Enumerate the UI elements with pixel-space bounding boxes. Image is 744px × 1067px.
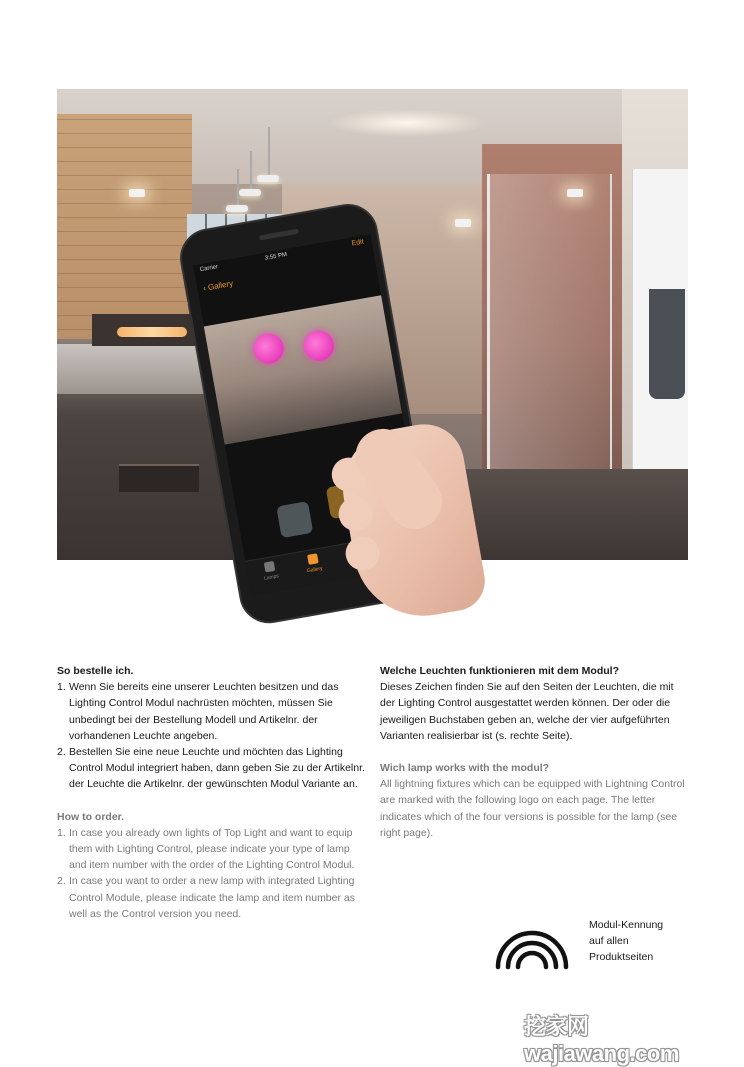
list-item xyxy=(57,825,367,874)
de-paragraph: Dieses Zeichen finden Sie auf den Seiten der Leuchten, die mit der Lighting Control ausgestattet werden können. Der oder die jeweiligen Buchstaben geben an, welche der vier aufgeführten Varianten realisierbar ist (s. rechte Seite). xyxy=(380,681,674,742)
de-question-heading: Welche Leuchten funktionieren mit dem Modul? xyxy=(380,665,619,677)
pendant-cord xyxy=(268,127,270,177)
status-time: 3:55 PM xyxy=(264,251,288,262)
list-item xyxy=(57,873,367,922)
status-bar xyxy=(193,234,373,279)
list-text: Bestellen Sie eine neue Leuchte und möchten das Lighting Control Modul integriert haben, dann geben Sie zu der Artikelnr. der Leuchte die Artikelnr. der gewünschten Modul Variante an. xyxy=(69,746,365,791)
order-instructions xyxy=(57,663,367,922)
list-number: 2. xyxy=(57,875,66,888)
wall-lamp xyxy=(567,189,583,197)
room-preview-image xyxy=(204,295,402,444)
spacer xyxy=(57,793,367,809)
pendant-lamp xyxy=(226,205,248,212)
tab-label: Gallery xyxy=(306,565,324,575)
caption-line: Modul-Kennung xyxy=(589,919,664,931)
de-order-list xyxy=(57,679,367,792)
list-number: 2. xyxy=(57,746,66,759)
back-to-gallery-button[interactable]: ‹ Gallery xyxy=(202,278,234,293)
back-label: Gallery xyxy=(207,278,234,293)
edit-button[interactable]: Edit xyxy=(351,238,365,248)
fireplace-flame xyxy=(117,327,187,337)
phone-speaker xyxy=(259,229,299,241)
list-item xyxy=(57,744,367,793)
pendant-cord xyxy=(250,151,252,191)
pendant-lamp xyxy=(239,189,261,196)
tab-gallery[interactable] xyxy=(297,552,330,576)
lamp-tile-grey[interactable] xyxy=(276,501,313,538)
compatibility-info xyxy=(380,663,690,841)
lamp-icon xyxy=(264,561,276,573)
caption-line: Produktseiten xyxy=(589,951,654,964)
list-number: 1. xyxy=(57,826,66,839)
list-number: 1. xyxy=(57,681,66,694)
tab-lamps[interactable] xyxy=(254,559,287,583)
en-question-heading: Wich lamp works with the modul? xyxy=(380,762,550,775)
en-heading: How to order. xyxy=(57,810,125,823)
carrier-label: Carrier xyxy=(199,264,219,274)
pink-light-marker[interactable] xyxy=(251,331,286,366)
tray xyxy=(119,464,199,492)
list-text: In case you already own lights of Top Light and want to equip them with Lighting Control, please indicate your type of lamp and item number with the order of the Lighting Control Modul. xyxy=(69,826,355,872)
list-text: Wenn Sie bereits eine unserer Leuchten besitzen und das Lighting Control Modul nachrüsten möchten, müssen Sie unbedingt bei der Bestellung Modell und Artikelnr. der vorhandenen Leuchte angeben. xyxy=(69,681,339,742)
list-item xyxy=(57,679,367,744)
en-paragraph: All lightning fixtures which can be equipped with Lightning Control are marked with the following logo on each page. The letter indicates which of the four versions is possible for the lamp (see right page). xyxy=(380,778,685,839)
wall-lamp xyxy=(455,219,471,227)
logo-caption xyxy=(589,917,663,966)
pendant-cord xyxy=(237,169,239,207)
spacer xyxy=(380,744,690,760)
pink-light-marker[interactable] xyxy=(302,328,337,363)
gallery-icon xyxy=(307,553,319,565)
site-watermark: 挖家网 wajiawang.com xyxy=(524,1014,679,1066)
towel xyxy=(649,289,685,399)
list-text: In case you want to order a new lamp with integrated Lighting Control Module, please indicate the lamp and item number as well as the Control version you need. xyxy=(69,875,355,920)
shower-glass xyxy=(487,174,612,474)
pendant-lamp xyxy=(257,175,279,182)
wall-lamp xyxy=(129,189,145,197)
ceiling-light-glow xyxy=(327,109,487,137)
rainbow-arcs-logo-icon xyxy=(494,925,570,971)
de-heading: So bestelle ich. xyxy=(57,665,134,677)
en-order-list xyxy=(57,825,367,922)
tab-label: Lamps xyxy=(263,573,280,582)
caption-line: auf allen xyxy=(589,935,629,948)
